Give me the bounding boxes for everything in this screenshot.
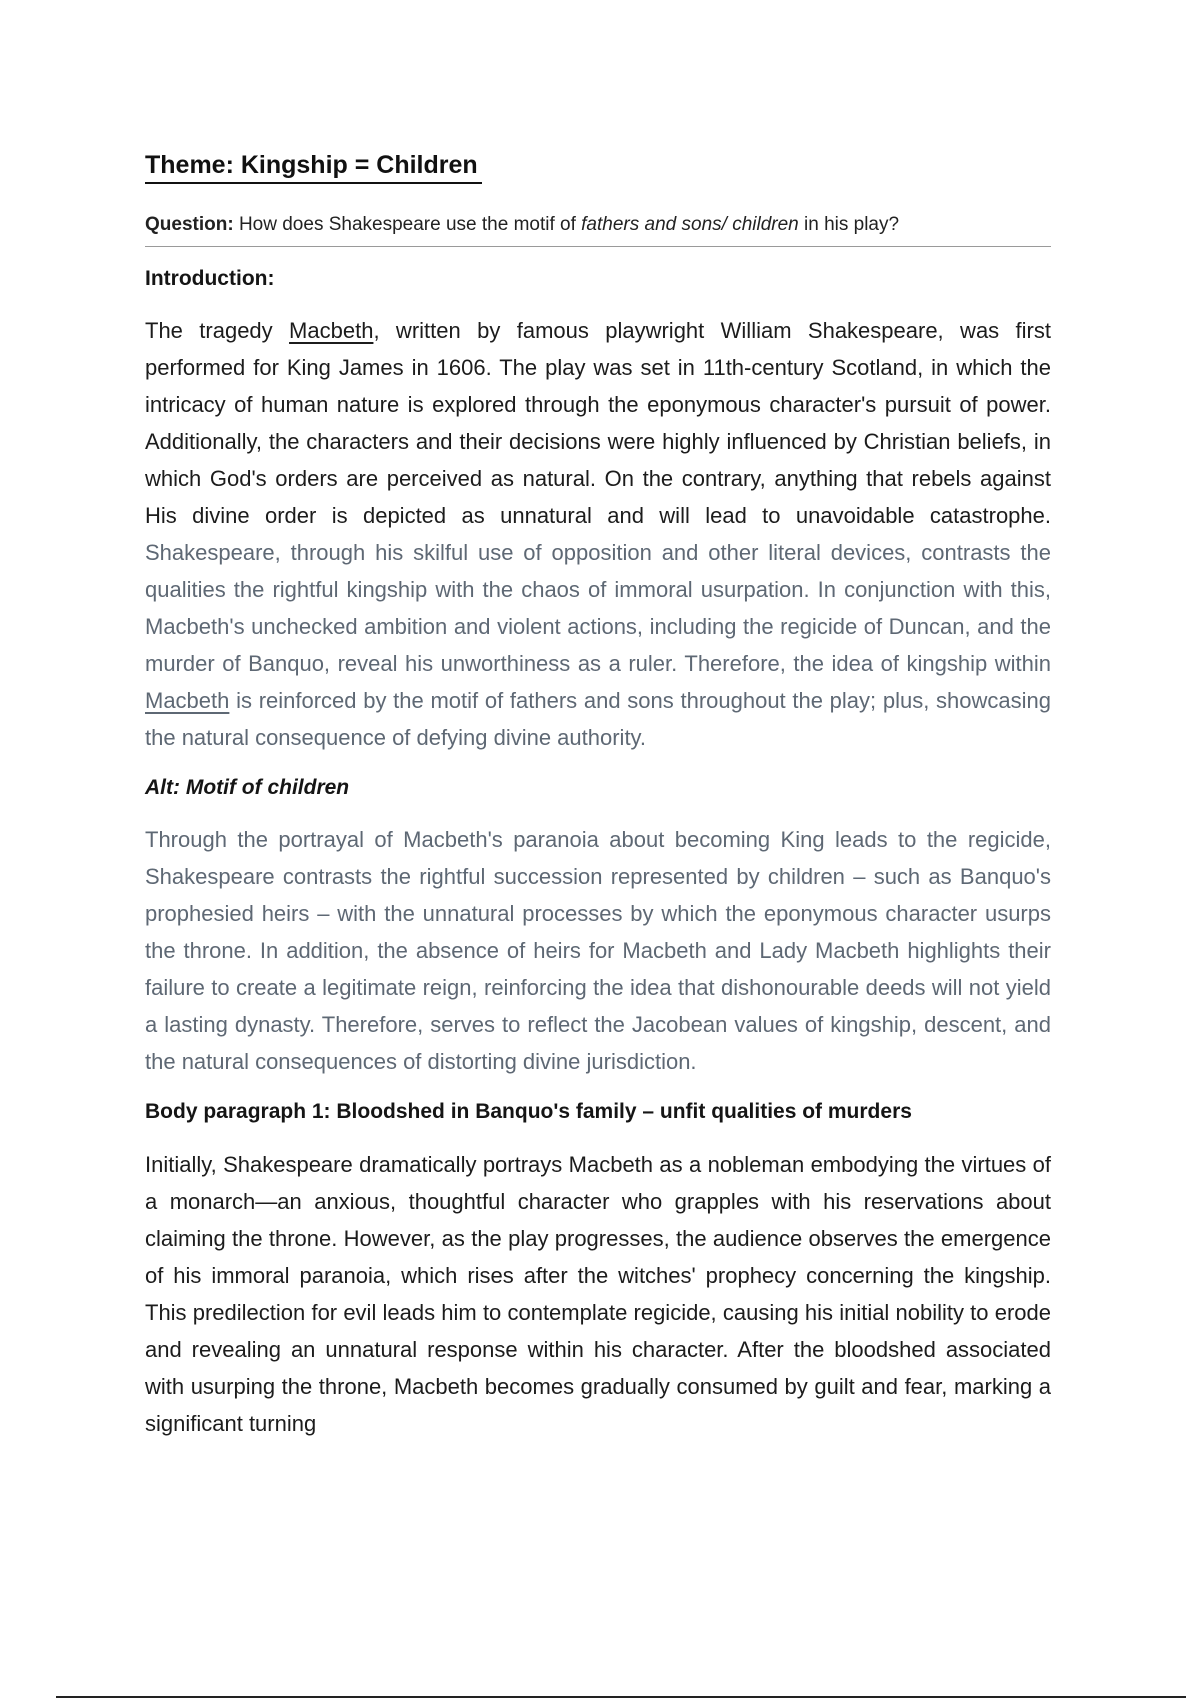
question-label: Question: bbox=[145, 214, 234, 235]
theme-title: Theme: Kingship = Children bbox=[145, 150, 482, 184]
intro-play-title: Macbeth bbox=[289, 317, 374, 343]
intro-grey-text-after: is reinforced by the motif of fathers and sons throughout the play; plus, showcasing the natural consequence of defying divine authority. bbox=[145, 687, 1051, 750]
question-text-before: How does Shakespeare use the motif of bbox=[233, 214, 582, 235]
introduction-paragraph bbox=[145, 312, 1051, 756]
intro-grey-play-title: Macbeth bbox=[145, 687, 230, 713]
question-line bbox=[145, 212, 1051, 247]
introduction-heading: Introduction: bbox=[145, 266, 275, 290]
intro-grey-text-before: Shakespeare, through his skilful use of opposition and other literal devices, contrasts the qualities the rightful kingship with the chaos of immoral usurpation. In conjunction with this, Macbeth's unchecked ambition and violent actions, including the regicide of Duncan, and the murder of Banquo, reveal his unworthiness as a ruler. Therefore, the idea of kingship within bbox=[145, 539, 1051, 676]
intro-text-after: , written by famous playwright William Shakespeare, was first performed for King James in 1606. The play was set in 11th-century Scotland, in which the intricacy of human nature is explored through the eponymous character's pursuit of power. Additionally, the characters and their decisions were highly influenced by Christian beliefs, in which God's orders are perceived as natural. On the contrary, anything that rebels against His divine order is depicted as unnatural and will lead to unavoidable catastrophe. bbox=[145, 317, 1051, 528]
alt-paragraph: Through the portrayal of Macbeth's paranoia about becoming King leads to the regicide, Shakespeare contrasts the rightful succession represented by children – such as Banquo's prophesied heirs – with the unnatural processes by which the eponymous character usurps the throne. In addition, the absence of heirs for Macbeth and Lady Macbeth highlights their failure to create a legitimate reign, reinforcing the idea that dishonourable deeds will not yield a lasting dynasty. Therefore, serves to reflect the Jacobean values of kingship, descent, and the natural consequences of distorting divine jurisdiction. bbox=[145, 827, 1051, 1075]
page-bottom-rule bbox=[56, 1696, 1186, 1698]
document-page bbox=[145, 150, 1051, 1442]
body-paragraph-1-heading: Body paragraph 1: Bloodshed in Banquo's family – unfit qualities of murders bbox=[145, 1100, 912, 1124]
question-emphasis: fathers and sons/ children bbox=[581, 214, 799, 235]
body-paragraph-1: Initially, Shakespeare dramatically portrays Macbeth as a nobleman embodying the virtues of a monarch—an anxious, thoughtful character who grapples with his reservations about claiming the throne. However, as the play progresses, the audience observes the emergence of his immoral paranoia, which rises after the witches' prophecy concerning the kingship. This predilection for evil leads him to contemplate regicide, causing his initial nobility to erode and revealing an unnatural response within his character. After the bloodshed associated with usurping the throne, Macbeth becomes gradually consumed by guilt and fear, marking a significant turning bbox=[145, 1151, 1051, 1436]
intro-text-before: The tragedy bbox=[145, 317, 290, 343]
question-text-after: in his play? bbox=[798, 214, 900, 235]
alt-heading: Alt: Motif of children bbox=[145, 775, 350, 799]
